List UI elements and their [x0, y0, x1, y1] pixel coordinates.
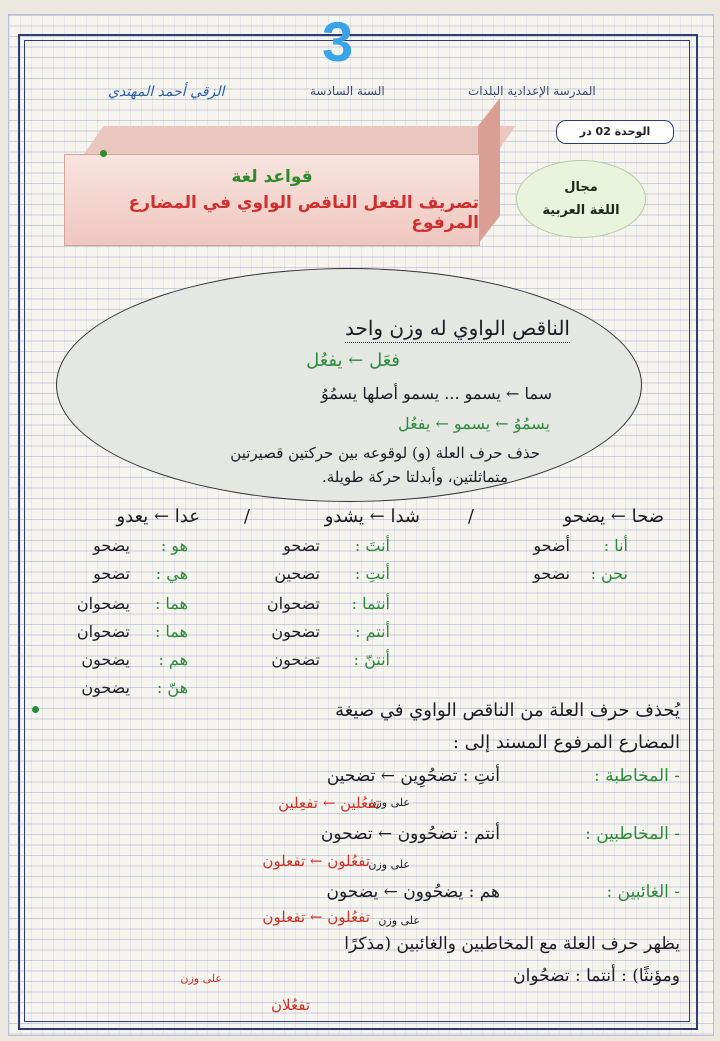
domain-value: اللغة العربية — [542, 203, 620, 218]
conj-form: يضحون — [81, 678, 130, 697]
conj-form: نضحو — [533, 564, 570, 583]
bullet-dot-icon — [100, 150, 107, 157]
verbs-separator-1: / — [467, 506, 474, 527]
conj-form: يضحوان — [76, 594, 130, 613]
conj-pronoun: هما : — [154, 622, 188, 641]
verbs-separator-2: / — [243, 506, 250, 527]
conj-form: تضحون — [271, 622, 320, 641]
rule2-line-2: المضارع المرفوع المسند إلى : — [452, 732, 680, 753]
conj-pronoun: هم : — [158, 650, 188, 669]
rule3-weight: تفعُلان — [271, 996, 310, 1014]
conj-form: تضحوان — [76, 622, 130, 641]
conj-pronoun: أنتَ : — [354, 536, 390, 555]
conj-form: تضحون — [271, 650, 320, 669]
bullet-dot-icon — [32, 706, 39, 713]
case-weight-note: على وزن — [378, 914, 420, 927]
rule-line-5: حذف حرف العلة (و) لوقوعه بين حركتين قصيرتين — [230, 444, 540, 462]
conj-pronoun: أنتم : — [355, 622, 390, 641]
conj-pronoun: أنتِ : — [354, 564, 390, 583]
verb-2: شدا ← يشدو — [324, 506, 420, 527]
page-number: 3 — [322, 10, 354, 73]
rule2-line-1: يُحذف حرف العلة من الناقص الواوي في صيغة — [335, 700, 680, 721]
lesson-title: تصريف الفعل الناقص الواوي في المضارع المرفوع — [128, 193, 479, 233]
case-example: أنتم : تضحُوون ← تضحون — [320, 824, 500, 844]
rule-line-1: الناقص الواوي له وزن واحد — [345, 316, 570, 343]
case-weight: تفعُلون ← تفعلون — [262, 852, 370, 870]
teacher-name: الزقي أحمد المهتدي — [108, 84, 225, 100]
rule3-line-2: ومؤنثًا) : أنتما : تضحُوان — [513, 966, 680, 986]
case-label: - المخاطبة : — [594, 766, 680, 786]
conj-form: تضحو — [93, 564, 130, 583]
rule-line-2: فعَل ← يفعُل — [306, 350, 400, 371]
conj-pronoun: هنّ : — [156, 678, 188, 697]
case-weight-note: على وزن — [368, 858, 410, 871]
school-name: المدرسة الإعدادية البلدات — [468, 84, 596, 98]
conj-pronoun: هي : — [155, 564, 188, 583]
case-example: هم : يضحُوون ← يضحون — [326, 882, 500, 902]
rule3-weight-note: على وزن — [180, 972, 222, 985]
conj-pronoun: أنتما : — [351, 594, 390, 613]
rule-line-4: يسمُوُ ← يسمو ← يفعُل — [397, 414, 550, 433]
case-weight: تفعُلون ← تفعلون — [262, 908, 370, 926]
verb-1: ضحا ← يضحو — [563, 506, 664, 527]
conj-form: يضحون — [81, 650, 130, 669]
title-box-top — [84, 126, 516, 154]
verb-3: عدا ← يعدو — [116, 506, 200, 527]
school-year: السنة السادسة — [310, 84, 385, 98]
conj-form: أضحو — [533, 536, 570, 555]
title-box — [64, 154, 480, 246]
conj-pronoun: نحن : — [590, 564, 628, 583]
conj-form: تضحوان — [266, 594, 320, 613]
case-example: أنتِ : تضحُوِين ← تضحين — [326, 766, 500, 786]
unit-badge: الوحدة 02 در — [556, 120, 674, 144]
conj-pronoun: هما : — [154, 594, 188, 613]
domain-label: مجال — [564, 180, 598, 195]
title-category: قواعد لغة — [231, 167, 313, 187]
case-weight: تفعُلين ← تفعِلين — [278, 794, 380, 812]
conj-form: تضحو — [283, 536, 320, 555]
conj-pronoun: أنا : — [603, 536, 628, 555]
case-label: - الغائبين : — [606, 882, 680, 902]
conj-form: يضحو — [93, 536, 130, 555]
domain-badge — [516, 160, 646, 238]
case-weight-note: على وزن — [368, 796, 410, 809]
rule-line-3: سما ← يسمو ... يسمو أصلها يسمُوُ — [320, 384, 552, 403]
conj-form: تضحين — [274, 564, 320, 583]
rule3-line-1: يظهر حرف العلة مع المخاطبين والغائبين (مذكرًا — [344, 934, 680, 954]
rule-line-6: متماثلتين، وأبدلتا حركة طويلة. — [321, 468, 508, 486]
case-label: - المخاطبين : — [585, 824, 680, 844]
conj-pronoun: هو : — [160, 536, 188, 555]
conj-pronoun: أنتنّ : — [353, 650, 390, 669]
